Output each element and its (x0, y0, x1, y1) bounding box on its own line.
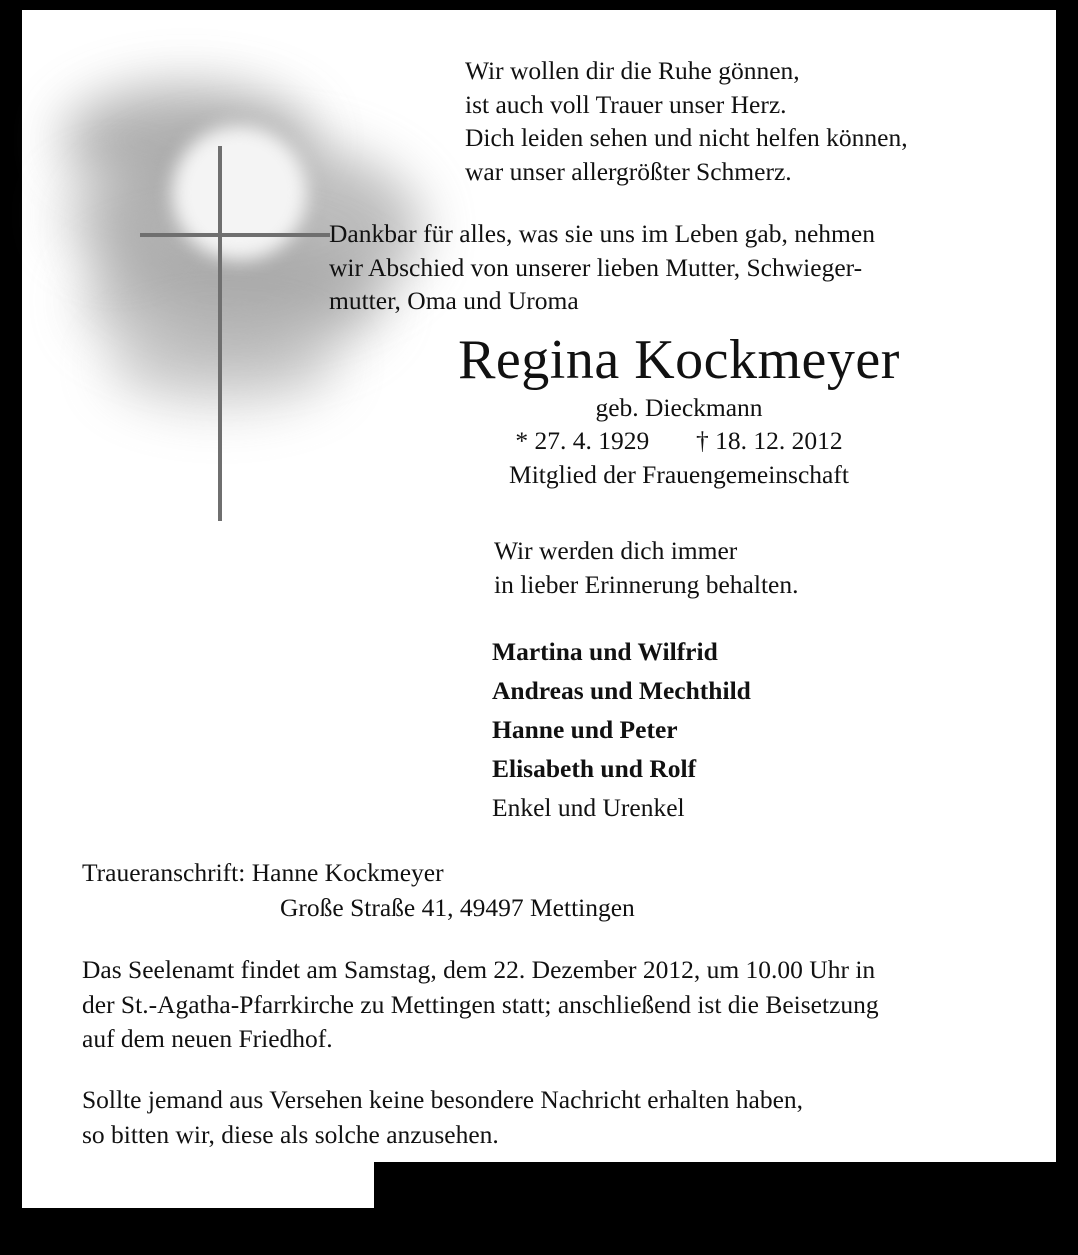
poem-line: Wir wollen dir die Ruhe gönnen, (465, 56, 800, 85)
membership-line: Mitglied der Frauengemeinschaft (509, 460, 849, 489)
descendants-line: Enkel und Urenkel (492, 793, 685, 822)
maiden-name: geb. Dieckmann (595, 393, 763, 422)
intro-line: mutter, Oma und Uroma (329, 286, 579, 315)
remembrance-block (494, 534, 798, 601)
address-label: Traueranschrift: (82, 858, 246, 887)
birth-date: * 27. 4. 1929 (515, 426, 650, 455)
address-street: Große Straße 41, 49497 Mettingen (280, 893, 635, 922)
closing-block (82, 1083, 1036, 1152)
cross-icon-horizontal (140, 233, 330, 237)
closing-line: Sollte jemand aus Versehen keine besondere Nachricht erhalten haben, (82, 1085, 804, 1114)
deceased-name: Regina Kockmeyer (458, 329, 900, 391)
cloud-shape (107, 320, 337, 410)
mourning-address-block (82, 855, 635, 925)
obituary-card (22, 10, 1056, 1162)
family-member: Elisabeth und Rolf (492, 754, 697, 783)
closing-line: so bitten wir, diese als solche anzusehen. (82, 1119, 499, 1149)
family-member: Hanne und Peter (492, 715, 678, 744)
family-member: Andreas und Mechthild (492, 676, 751, 705)
intro-line: Dankbar für alles, was sie uns im Leben gab, nehmen (329, 219, 875, 248)
poem-block (465, 54, 1025, 188)
service-block (82, 953, 1036, 1057)
family-block (492, 632, 751, 827)
intro-line: wir Abschied von unserer lieben Mutter, Schwieger- (329, 252, 863, 282)
light-halo (172, 125, 307, 260)
life-dates (329, 424, 1029, 458)
service-line: Das Seelenamt findet am Samstag, dem 22. Dezember 2012, um 10.00 Uhr in (82, 955, 876, 984)
address-line-1 (82, 855, 635, 890)
poem-line: ist auch voll Trauer unser Herz. (465, 89, 787, 119)
remembrance-line: in lieber Erinnerung behalten. (494, 569, 799, 599)
death-date: † 18. 12. 2012 (696, 426, 843, 455)
remembrance-line: Wir werden dich immer (494, 536, 738, 565)
deceased-block (329, 328, 1029, 492)
family-member: Martina und Wilfrid (492, 637, 718, 666)
bottom-white-notch (22, 1162, 374, 1208)
poem-line: war unser allergrößter Schmerz. (465, 156, 792, 186)
service-line: auf dem neuen Friedhof. (82, 1024, 333, 1053)
cross-icon-vertical (218, 146, 222, 521)
poem-line: Dich leiden sehen und nicht helfen können, (465, 123, 908, 152)
intro-block (329, 217, 1029, 318)
address-name: Hanne Kockmeyer (251, 858, 444, 887)
cloud-shape (57, 170, 177, 260)
service-line: der St.-Agatha-Pfarrkirche zu Mettingen statt; anschließend ist die Beisetzung (82, 989, 879, 1019)
